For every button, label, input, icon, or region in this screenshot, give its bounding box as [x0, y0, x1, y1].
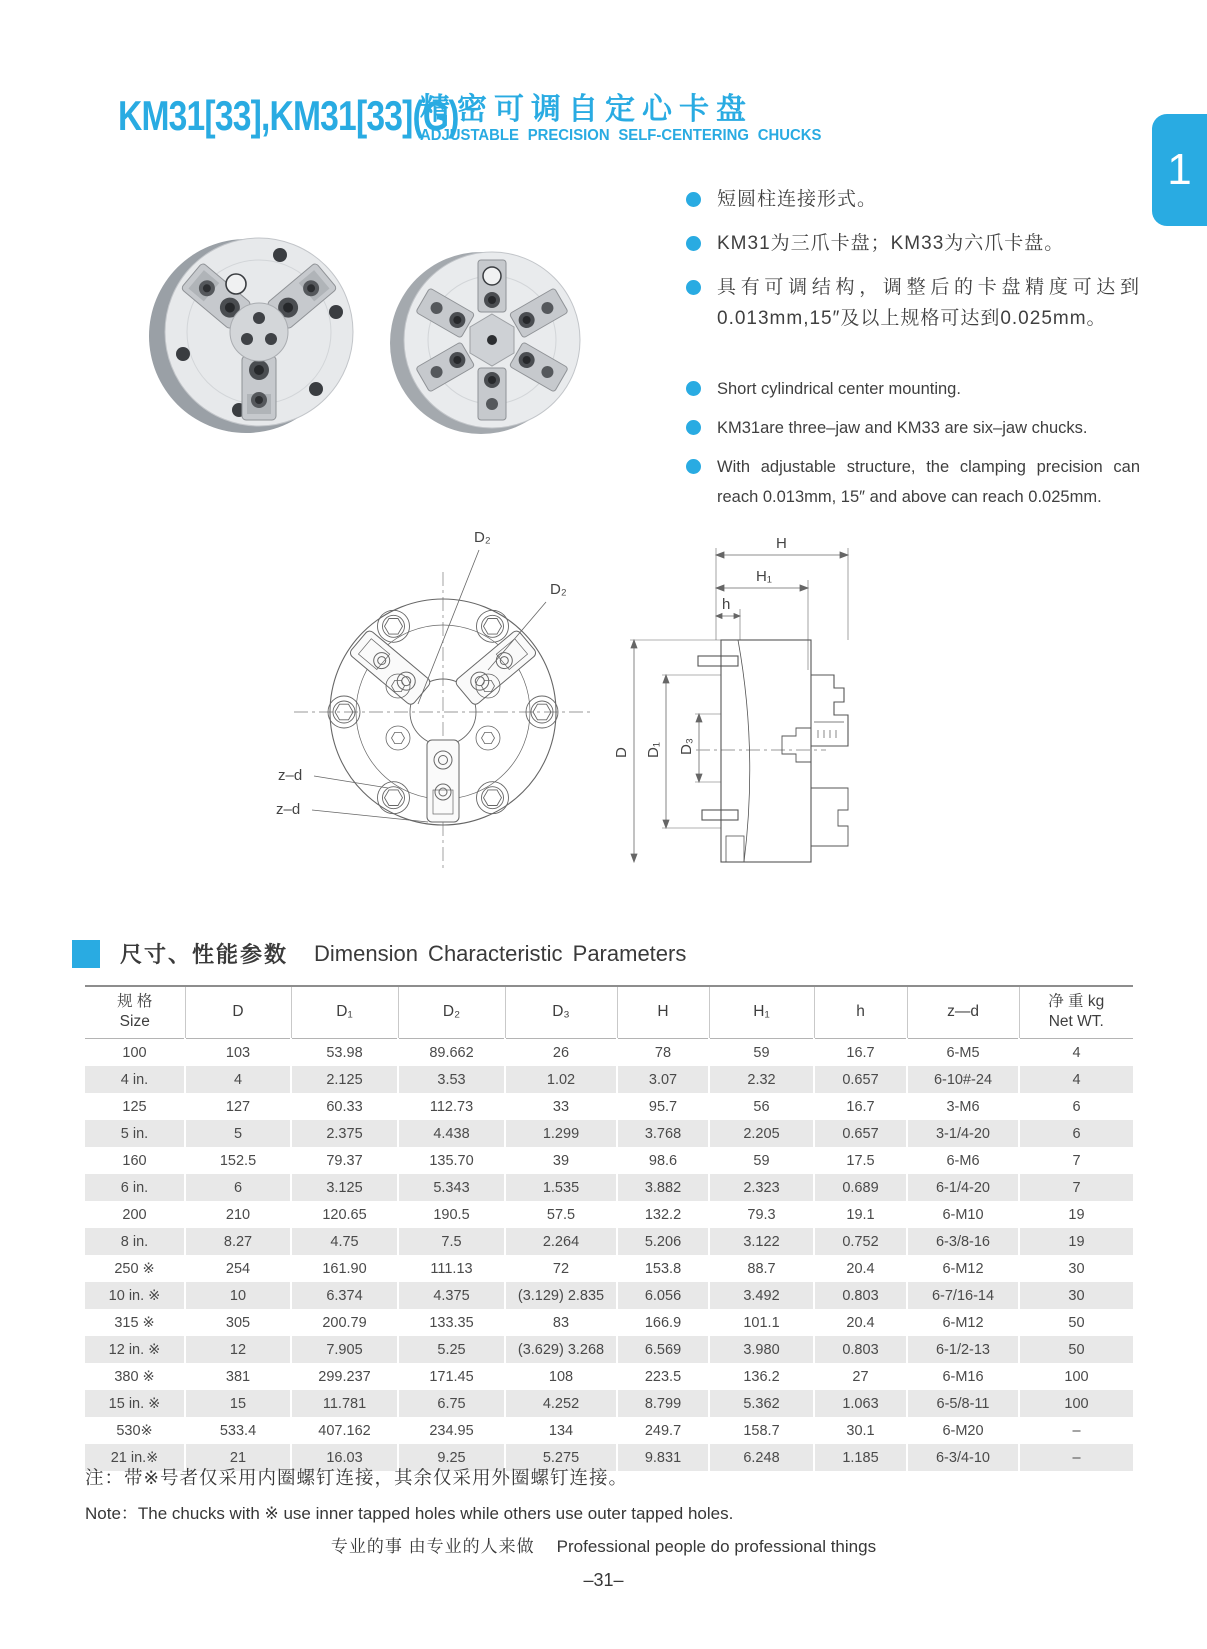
column-header: 净 重 kg Net WT. — [1019, 986, 1133, 1039]
spec-cell: 6-3/4-10 — [907, 1444, 1019, 1471]
spec-cell: 6 in. — [85, 1174, 185, 1201]
column-header: H — [617, 986, 709, 1039]
column-header: H₁ — [709, 986, 814, 1039]
spec-cell: 234.95 — [398, 1417, 505, 1444]
spec-cell: 9.831 — [617, 1444, 709, 1471]
spec-cell: 6-3/8-16 — [907, 1228, 1019, 1255]
spec-cell: 3.882 — [617, 1174, 709, 1201]
spec-cell: 4 in. — [85, 1066, 185, 1093]
spec-cell: 30.1 — [814, 1417, 907, 1444]
spec-cell: 17.5 — [814, 1147, 907, 1174]
spec-cell: 100 — [122, 1044, 147, 1061]
bullet-icon — [686, 381, 701, 396]
spec-cell: 59 — [709, 1039, 814, 1067]
spec-cell: 5.206 — [617, 1228, 709, 1255]
spec-cell: 200.79 — [291, 1309, 398, 1336]
page-footer — [0, 1532, 1207, 1591]
spec-cell: 6-M12 — [907, 1255, 1019, 1282]
spec-cell: 2.323 — [709, 1174, 814, 1201]
spec-cell: 39 — [505, 1147, 617, 1174]
spec-cell: 5.343 — [398, 1174, 505, 1201]
spec-cell: 3.492 — [709, 1282, 814, 1309]
spec-cell: 3-M6 — [907, 1093, 1019, 1120]
spec-row — [85, 1390, 1133, 1417]
spec-cell: 88.7 — [709, 1255, 814, 1282]
spec-cell: 8.799 — [617, 1390, 709, 1417]
column-header: D₂ — [398, 986, 505, 1039]
spec-cell: 108 — [505, 1363, 617, 1390]
spec-cell: 20.4 — [814, 1309, 907, 1336]
spec-cell: 1.185 — [814, 1444, 907, 1471]
chapter-tab — [1152, 114, 1207, 226]
spec-row — [85, 1255, 1133, 1282]
feature-text: Short cylindrical center mounting. — [717, 380, 961, 398]
spec-cell: 6.569 — [617, 1336, 709, 1363]
bullet-icon — [686, 420, 701, 435]
page-number: –31– — [583, 1570, 624, 1590]
spec-cell: 20.4 — [814, 1255, 907, 1282]
spec-cell: 16.03 — [291, 1444, 398, 1471]
spec-cell: 407.162 — [291, 1417, 398, 1444]
front-view-drawing — [266, 520, 620, 874]
spec-cell: 30 — [1019, 1282, 1133, 1309]
spec-cell: 103 — [185, 1039, 291, 1067]
spec-table-head-row — [85, 986, 1133, 1039]
spec-row — [85, 1120, 1133, 1147]
spec-cell: 160 — [122, 1152, 147, 1169]
chapter-number: 1 — [1167, 145, 1192, 194]
spec-cell: 4 — [1019, 1039, 1133, 1067]
feature-text: KM31为三爪卡盘；KM33为六爪卡盘。 — [717, 233, 1065, 254]
spec-cell: 381 — [185, 1363, 291, 1390]
spec-cell: 78 — [617, 1039, 709, 1067]
column-header: D₁ — [291, 986, 398, 1039]
dim-label-zd-b: z–d — [276, 801, 301, 818]
spec-cell: 125 — [122, 1098, 147, 1115]
spec-cell: 19 — [1019, 1201, 1133, 1228]
spec-cell: 533.4 — [185, 1417, 291, 1444]
spec-cell: 6-M16 — [907, 1363, 1019, 1390]
spec-cell: 6-1/4-20 — [907, 1174, 1019, 1201]
spec-cell: 19.1 — [814, 1201, 907, 1228]
spec-cell: 2.125 — [291, 1066, 398, 1093]
spec-cell: 56 — [709, 1093, 814, 1120]
spec-row — [85, 1309, 1133, 1336]
footer-slogan-en: Professional people do professional things — [556, 1537, 877, 1556]
spec-cell: 57.5 — [505, 1201, 617, 1228]
feature-item — [686, 374, 1140, 404]
section-title-cn: 尺寸、性能参数 — [120, 942, 289, 967]
spec-cell: 15 — [185, 1390, 291, 1417]
spec-cell: 380 ※ — [114, 1368, 155, 1385]
model-title: KM31[33],KM31[33](G) — [118, 92, 459, 139]
dim-label-h-small: h — [722, 596, 731, 613]
spec-cell: 72 — [505, 1255, 617, 1282]
spec-cell: 60.33 — [291, 1093, 398, 1120]
spec-cell: 79.37 — [291, 1147, 398, 1174]
spec-cell: 9.25 — [398, 1444, 505, 1471]
spec-cell: 127 — [185, 1093, 291, 1120]
spec-cell: 50 — [1019, 1336, 1133, 1363]
spec-row — [85, 1228, 1133, 1255]
spec-cell: 11.781 — [291, 1390, 398, 1417]
chuck-photo-6jaw — [388, 236, 590, 446]
spec-cell: 7 — [1019, 1147, 1133, 1174]
spec-cell: 299.237 — [291, 1363, 398, 1390]
spec-table-body — [85, 1039, 1133, 1472]
spec-cell: 26 — [505, 1039, 617, 1067]
spec-cell: 1.063 — [814, 1390, 907, 1417]
spec-cell: 0.689 — [814, 1174, 907, 1201]
side-view-drawing — [586, 510, 934, 870]
dim-label-d2-a: D₂ — [474, 529, 491, 546]
spec-cell: 95.7 — [617, 1093, 709, 1120]
section-marker-icon — [72, 940, 100, 968]
feature-text: 具有可调结构，调整后的卡盘精度可达到0.013mm,15″及以上规格可达到0.025mm。 — [717, 277, 1140, 329]
spec-cell: 5.275 — [505, 1444, 617, 1471]
spec-cell: 171.45 — [398, 1363, 505, 1390]
spec-cell: 0.657 — [814, 1066, 907, 1093]
spec-cell: – — [1019, 1417, 1133, 1444]
feature-item — [686, 413, 1140, 443]
spec-cell: 2.264 — [505, 1228, 617, 1255]
spec-cell: 5.25 — [398, 1336, 505, 1363]
spec-cell: 6.056 — [617, 1282, 709, 1309]
spec-cell: 6-10#-24 — [907, 1066, 1019, 1093]
spec-cell: 152.5 — [185, 1147, 291, 1174]
column-header: D — [185, 986, 291, 1039]
feature-item — [686, 272, 1140, 334]
feature-section — [686, 184, 1140, 521]
spec-cell: 0.752 — [814, 1228, 907, 1255]
table-notes — [85, 1464, 733, 1524]
spec-cell: 315 ※ — [114, 1314, 155, 1331]
spec-cell: 3.980 — [709, 1336, 814, 1363]
column-header: h — [814, 986, 907, 1039]
spec-cell: 4 — [1019, 1066, 1133, 1093]
spec-row — [85, 1417, 1133, 1444]
page-title-cn: 精密可调自定心卡盘 — [420, 93, 753, 126]
spec-table — [85, 985, 1133, 1471]
spec-cell: 0.803 — [814, 1336, 907, 1363]
spec-cell: 4 — [185, 1066, 291, 1093]
spec-cell: (3.629) 3.268 — [505, 1336, 617, 1363]
spec-cell: 6-5/8-11 — [907, 1390, 1019, 1417]
spec-cell: 5.362 — [709, 1390, 814, 1417]
spec-row — [85, 1039, 1133, 1067]
spec-cell: 12 in. ※ — [85, 1336, 185, 1363]
spec-cell: 50 — [1019, 1309, 1133, 1336]
spec-cell: 134 — [505, 1417, 617, 1444]
dim-label-h: H — [776, 535, 787, 552]
spec-cell: 2.205 — [709, 1120, 814, 1147]
spec-cell: 89.662 — [398, 1039, 505, 1067]
spec-cell: 3.768 — [617, 1120, 709, 1147]
dim-label-d3: D₃ — [678, 738, 695, 755]
spec-cell: 4.438 — [398, 1120, 505, 1147]
spec-cell: 2.375 — [291, 1120, 398, 1147]
spec-row — [85, 1336, 1133, 1363]
page-title-en: ADJUSTABLE PRECISION SELF-CENTERING CHUCKS — [420, 127, 822, 144]
features-en — [686, 374, 1140, 512]
spec-cell: 30 — [1019, 1255, 1133, 1282]
bullet-icon — [686, 280, 701, 295]
section-title-en: Dimension Characteristic Parameters — [314, 940, 687, 966]
spec-row — [85, 1147, 1133, 1174]
note-en: Note：The chucks with ※ use inner tapped holes while others use outer tapped holes. — [85, 1504, 734, 1523]
spec-cell: 6.248 — [709, 1444, 814, 1471]
spec-cell: 112.73 — [398, 1093, 505, 1120]
spec-cell: 79.3 — [709, 1201, 814, 1228]
spec-cell: 2.32 — [709, 1066, 814, 1093]
spec-cell: 223.5 — [617, 1363, 709, 1390]
spec-cell: 135.70 — [398, 1147, 505, 1174]
spec-cell: 200 — [122, 1206, 147, 1223]
spec-row — [85, 1363, 1133, 1390]
spec-cell: 4.75 — [291, 1228, 398, 1255]
spec-cell: 6-M6 — [907, 1147, 1019, 1174]
spec-cell: 19 — [1019, 1228, 1133, 1255]
spec-cell: 6.75 — [398, 1390, 505, 1417]
spec-cell: 100 — [1019, 1363, 1133, 1390]
section-heading — [72, 938, 686, 969]
spec-cell: 27 — [814, 1363, 907, 1390]
feature-item — [686, 184, 1140, 215]
spec-cell: 7.905 — [291, 1336, 398, 1363]
feature-item — [686, 452, 1140, 512]
spec-cell: 158.7 — [709, 1417, 814, 1444]
spec-cell: 0.803 — [814, 1282, 907, 1309]
spec-cell: 210 — [185, 1201, 291, 1228]
spec-cell: 8 in. — [85, 1228, 185, 1255]
spec-cell: 3-1/4-20 — [907, 1120, 1019, 1147]
spec-cell: 59 — [709, 1147, 814, 1174]
spec-cell: 190.5 — [398, 1201, 505, 1228]
spec-cell: (3.129) 2.835 — [505, 1282, 617, 1309]
spec-cell: 250 ※ — [114, 1260, 155, 1277]
spec-cell: 6-M5 — [907, 1039, 1019, 1067]
spec-cell: 7.5 — [398, 1228, 505, 1255]
spec-cell: 3.125 — [291, 1174, 398, 1201]
feature-text: With adjustable structure, the clamping precision can reach 0.013mm, 15″ and above can reach 0.025mm. — [717, 458, 1140, 506]
spec-cell: 8.27 — [185, 1228, 291, 1255]
spec-cell: 6-M10 — [907, 1201, 1019, 1228]
spec-row — [85, 1282, 1133, 1309]
dim-label-h1: H₁ — [756, 568, 772, 585]
spec-cell: 5 — [185, 1120, 291, 1147]
spec-cell: 1.535 — [505, 1174, 617, 1201]
spec-cell: 6.374 — [291, 1282, 398, 1309]
spec-cell: 53.98 — [291, 1039, 398, 1067]
spec-cell: 10 in. ※ — [85, 1282, 185, 1309]
spec-cell: 120.65 — [291, 1201, 398, 1228]
spec-cell: 305 — [185, 1309, 291, 1336]
dim-label-d1: D₁ — [645, 742, 662, 758]
spec-cell: 16.7 — [814, 1039, 907, 1067]
spec-cell: 6-7/16-14 — [907, 1282, 1019, 1309]
feature-item — [686, 228, 1140, 259]
spec-cell: 530※ — [116, 1422, 153, 1439]
features-cn — [686, 184, 1140, 334]
spec-cell: 7 — [1019, 1174, 1133, 1201]
spec-row — [85, 1093, 1133, 1120]
spec-cell: 83 — [505, 1309, 617, 1336]
dim-label-d: D — [613, 747, 630, 758]
spec-cell: 98.6 — [617, 1147, 709, 1174]
footer-slogan-cn: 专业的事 由专业的人来做 — [330, 1537, 535, 1556]
spec-cell: 0.657 — [814, 1120, 907, 1147]
spec-cell: 16.7 — [814, 1093, 907, 1120]
dim-label-d2-b: D₂ — [550, 581, 567, 598]
spec-cell: 21 — [185, 1444, 291, 1471]
spec-cell: 6 — [1019, 1093, 1133, 1120]
bullet-icon — [686, 459, 701, 474]
spec-cell: 166.9 — [617, 1309, 709, 1336]
spec-cell: 161.90 — [291, 1255, 398, 1282]
spec-cell: 33 — [505, 1093, 617, 1120]
bullet-icon — [686, 236, 701, 251]
spec-row — [85, 1174, 1133, 1201]
spec-cell: 101.1 — [709, 1309, 814, 1336]
spec-cell: 133.35 — [398, 1309, 505, 1336]
spec-cell: 5 in. — [85, 1120, 185, 1147]
spec-cell: 21 in.※ — [85, 1444, 185, 1471]
spec-cell: 100 — [1019, 1390, 1133, 1417]
spec-cell: 1.299 — [505, 1120, 617, 1147]
spec-cell: 153.8 — [617, 1255, 709, 1282]
column-header: z—d — [907, 986, 1019, 1039]
spec-cell: 4.252 — [505, 1390, 617, 1417]
spec-cell: 6-M20 — [907, 1417, 1019, 1444]
spec-cell: 3.122 — [709, 1228, 814, 1255]
feature-text: 短圆柱连接形式。 — [717, 189, 878, 210]
spec-cell: 249.7 — [617, 1417, 709, 1444]
note-cn: 注：带※号者仅采用内圈螺钉连接，其余仅采用外圈螺钉连接。 — [85, 1467, 629, 1488]
spec-cell: 136.2 — [709, 1363, 814, 1390]
spec-cell: 6 — [185, 1174, 291, 1201]
spec-cell: 1.02 — [505, 1066, 617, 1093]
spec-cell: 3.53 — [398, 1066, 505, 1093]
spec-cell: 111.13 — [398, 1255, 505, 1282]
dim-label-zd-a: z–d — [278, 767, 303, 784]
feature-text: KM31are three–jaw and KM33 are six–jaw chucks. — [717, 419, 1088, 437]
spec-cell: 4.375 — [398, 1282, 505, 1309]
spec-cell: 132.2 — [617, 1201, 709, 1228]
spec-row — [85, 1066, 1133, 1093]
spec-cell: 10 — [185, 1282, 291, 1309]
bullet-icon — [686, 192, 701, 207]
chuck-photo-3jaw — [148, 222, 362, 446]
spec-cell: 6-M12 — [907, 1309, 1019, 1336]
spec-cell: 6-1/2-13 — [907, 1336, 1019, 1363]
spec-row — [85, 1201, 1133, 1228]
spec-cell: 6 — [1019, 1120, 1133, 1147]
spec-cell: – — [1019, 1444, 1133, 1471]
spec-cell: 3.07 — [617, 1066, 709, 1093]
spec-cell: 12 — [185, 1336, 291, 1363]
spec-cell: 254 — [185, 1255, 291, 1282]
column-header: 规 格 Size — [117, 993, 153, 1030]
column-header: D₃ — [505, 986, 617, 1039]
spec-cell: 15 in. ※ — [85, 1390, 185, 1417]
